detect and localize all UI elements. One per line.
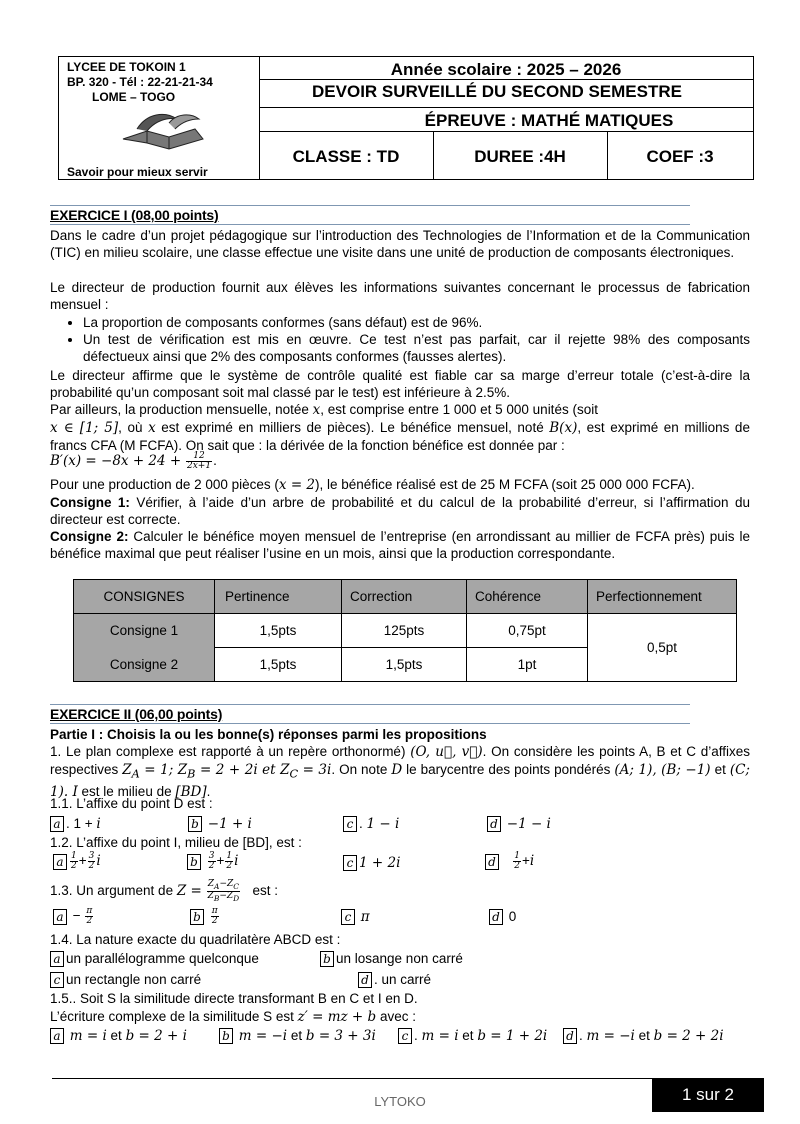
text: 1.3. Un argument de xyxy=(50,882,174,898)
text: Par ailleurs, la production mensuelle, notée xyxy=(50,402,309,417)
footer-center: LYTOKO xyxy=(374,1094,426,1109)
text: , est comprise entre 1 000 et 5 000 unités (soit xyxy=(320,402,598,417)
exercise1-heading xyxy=(50,205,690,225)
school-name: LYCEE DE TOKOIN 1 xyxy=(67,60,186,74)
text: et xyxy=(290,1028,303,1043)
table-header: Cohérence xyxy=(467,580,588,614)
class-label: CLASSE : TD xyxy=(292,147,400,166)
subject-title: ÉPREUVE : MATHÉ MATIQUES xyxy=(424,111,674,130)
text: un losange non carré xyxy=(336,951,463,966)
table-cell: 1,5pts xyxy=(215,648,342,682)
text: et xyxy=(462,1028,474,1043)
consigne-1 xyxy=(50,494,750,528)
question-1-4: 1.4. La nature exacte du quadrilatère ABCD est : xyxy=(50,932,341,947)
page-number: 1 sur 2 xyxy=(652,1078,764,1112)
text: ), le bénéfice réalisé est de 25 M FCFA (soit 25 000 000 FCFA). xyxy=(315,477,695,492)
option-a[interactable]: a $\frac{1}{2}$ + $\frac{3}{2}$ i xyxy=(53,852,101,871)
text: est exprimé en milliers de pièces). Le bénéfice mensuel, noté xyxy=(161,420,544,436)
table-cell: 1,5pts xyxy=(342,648,467,682)
table-header: Correction xyxy=(342,580,467,614)
exercise1-claim: Le directeur affirme que le système de contrôle qualité est fiable car sa marge d’erreur totale (c’est-à-dire la probabilité qu’un composant soit mal classé par le test) est inférieure à 2.5%. xyxy=(50,368,750,401)
text: avec : xyxy=(379,1009,416,1024)
option-c[interactable]: c π xyxy=(341,909,370,925)
question-1-5-formula: L’écriture complexe de la similitude S est z′ = mz + b avec : xyxy=(50,1009,416,1025)
exam-title: DEVOIR SURVEILLÉ DU SECOND SEMESTRE xyxy=(312,82,682,101)
text: . On considère les points A, B et C d’affixes xyxy=(482,744,751,759)
table-cell: 125pts xyxy=(342,614,467,648)
option-d[interactable]: d 0 xyxy=(489,909,516,925)
option-a[interactable]: a − $\frac{\pi}{2}$ xyxy=(53,907,94,926)
school-logo-icon xyxy=(117,109,209,155)
question-1-1: 1.1. L’affixe du point D est : xyxy=(50,796,213,811)
table-header: CONSIGNES xyxy=(74,580,215,614)
text: respectives xyxy=(50,762,119,778)
divider xyxy=(259,107,753,108)
text: le barycentre des points pondérés xyxy=(406,762,611,778)
option-d[interactable]: d $\frac{1}{2}$ +i xyxy=(485,852,534,871)
exercise2-heading xyxy=(50,704,690,724)
text: Pour une production de 2 000 pièces ( xyxy=(50,477,279,492)
grading-table xyxy=(73,579,737,682)
school-motto: Savoir pour mieux servir xyxy=(67,165,208,179)
exercise2-part-title: Partie I : Choisis la ou les bonne(s) réponses parmi les propositions xyxy=(50,727,487,742)
table-cell: 0,75pt xyxy=(467,614,588,648)
exercise2-intro: 1. Le plan complexe est rapporté à un repère orthonormé) (O, u⃗, v⃗). On considère les points A, B et C d’affixes respectives $Z_A = 1$; $Z_B = 2 + 2i$ et $Z_C = 3i$. On note D le barycentre des points pondérés (A; 1), (B; −1) et (C; 1). I est le milieu de [BD]. xyxy=(50,744,751,801)
text: un parallélogramme quelconque xyxy=(66,951,259,966)
consigne-2 xyxy=(50,528,750,562)
text: Vérifier, à l’aide d’un arbre de probabilité et du calcul de la probabilité d’erreur, si l’affirmation du directeur est correcte. xyxy=(50,495,750,528)
question-1-3: 1.3. Un argument de Z = $\frac{Z_A-Z_C}{Z_B-Z_D}$ est : xyxy=(50,879,278,903)
text: un rectangle non carré xyxy=(66,972,202,987)
table-header: Pertinence xyxy=(215,580,342,614)
footer-rule xyxy=(52,1078,652,1079)
option-b[interactable]: b un losange non carré xyxy=(320,951,463,967)
text: est le milieu de xyxy=(81,784,172,800)
exercise1-production: Par ailleurs, la production mensuelle, notée x, est comprise entre 1 000 et 5 000 unités (soit x ∈ [1; 5], où x est exprimé en milliers de pièces). Le bénéfice mensuel, noté B(x), est exprimé en millions de francs CFA (M FCFA). On sait que : la dérivée de la fonction bénéfice est donnée par : xyxy=(50,402,750,454)
list-item: • La proportion de composants conformes (sans défaut) est de 96%. xyxy=(83,314,750,331)
school-year: Année scolaire : 2025 – 2026 xyxy=(390,60,622,79)
text: et xyxy=(638,1028,650,1043)
school-address: BP. 320 - Tél : 22-21-21-34 xyxy=(67,75,213,89)
consigne-1-label: Consigne 1: xyxy=(50,495,130,510)
option-a[interactable]: a . 1 + i xyxy=(50,816,101,832)
option-a[interactable]: a un parallélogramme quelconque xyxy=(50,951,259,967)
option-c[interactable]: c . 1 − i xyxy=(343,816,399,832)
school-city: LOME – TOGO xyxy=(92,90,176,104)
text: . On note xyxy=(331,762,388,778)
text: L’écriture complexe de la similitude S est xyxy=(50,1009,294,1024)
text: est : xyxy=(252,882,278,898)
consigne-2-label: Consigne 2: xyxy=(50,529,129,544)
option-c[interactable]: c 1 + 2i xyxy=(343,855,400,871)
school-box xyxy=(59,57,260,179)
text: Calculer le bénéfice moyen mensuel de l’entreprise (en arrondissant au millier de FCFA près) puis le bénéfice maximal que peut réaliser l’usine en un mois, ainsi que la production correspondante. xyxy=(50,529,750,562)
option-b[interactable]: b m = −i et b = 3 + 3i xyxy=(219,1028,376,1044)
question-1-2: 1.2. L’affixe du point I, milieu de [BD], est : xyxy=(50,835,302,850)
option-c[interactable]: c . m = i et b = 1 + 2i xyxy=(398,1028,547,1044)
option-b[interactable]: b −1 + i xyxy=(188,816,252,832)
table-cell: Consigne 1 xyxy=(74,614,215,648)
coef-label: COEF :3 xyxy=(646,147,714,166)
table-cell: 1,5pts xyxy=(215,614,342,648)
exercise1-context: Le directeur de production fournit aux élèves les informations suivantes concernant le processus de fabrication mensuel : xyxy=(50,280,750,313)
option-d[interactable]: d −1 − i xyxy=(487,816,551,832)
text: un carré xyxy=(381,972,432,987)
exercise1-intro: Dans le cadre d’un projet pédagogique sur l’introduction des Technologies de l’Information et de la Communication (TIC) en milieu scolaire, une classe effectue une visite dans une unité de production de composants électroniques. xyxy=(50,228,750,261)
exercise1-bullets xyxy=(50,314,750,366)
derivative-formula: B′(x) = −8x + 24 + $\frac{12}{2x+1}$ . xyxy=(50,451,217,471)
divider xyxy=(259,131,753,132)
question-1-5: 1.5.. Soit S la similitude directe transformant B en C et I en D. xyxy=(50,991,418,1006)
table-cell: 1pt xyxy=(467,648,588,682)
exercise1-result: Pour une production de 2 000 pièces (x = 2), le bénéfice réalisé est de 25 M FCFA (soit 25 000 000 FCFA). xyxy=(50,477,695,493)
option-d[interactable]: d . un carré xyxy=(358,972,431,988)
option-a[interactable]: a m = i et b = 2 + i xyxy=(50,1028,187,1044)
text: et xyxy=(110,1028,122,1043)
option-c[interactable]: c un rectangle non carré xyxy=(50,972,201,988)
header-table xyxy=(58,56,754,180)
text: et xyxy=(714,762,726,778)
duration-label: DUREE :4H xyxy=(474,147,566,166)
text: , est exprimé en millions de francs CFA (M FCFA). On sait que : la dérivée de la fonction bénéfice est donnée par : xyxy=(50,420,750,454)
divider xyxy=(259,79,753,80)
exercise1-title: EXERCICE I (08,00 points) xyxy=(50,207,219,223)
text: 1. Le plan complexe est rapporté à un repère orthonormé) xyxy=(50,744,406,759)
table-cell: Consigne 2 xyxy=(74,648,215,682)
table-cell: 0,5pt xyxy=(588,614,737,682)
text: , où xyxy=(118,420,143,436)
option-d[interactable]: d . m = −i et b = 2 + 2i xyxy=(563,1028,724,1044)
list-item: • Un test de vérification est mis en œuvre. Ce test n’est pas parfait, car il rejette 98% des composants défectueux ainsi que 2% des composants conformes (fausses alertes). xyxy=(83,331,750,365)
table-header: Perfectionnement xyxy=(588,580,737,614)
option-b[interactable]: b $\frac{\pi}{2}$ xyxy=(190,907,220,926)
exercise2-title: EXERCICE II (06,00 points) xyxy=(50,706,223,722)
option-b[interactable]: b $\frac{3}{2}$ + $\frac{1}{2}$ i xyxy=(187,852,238,871)
